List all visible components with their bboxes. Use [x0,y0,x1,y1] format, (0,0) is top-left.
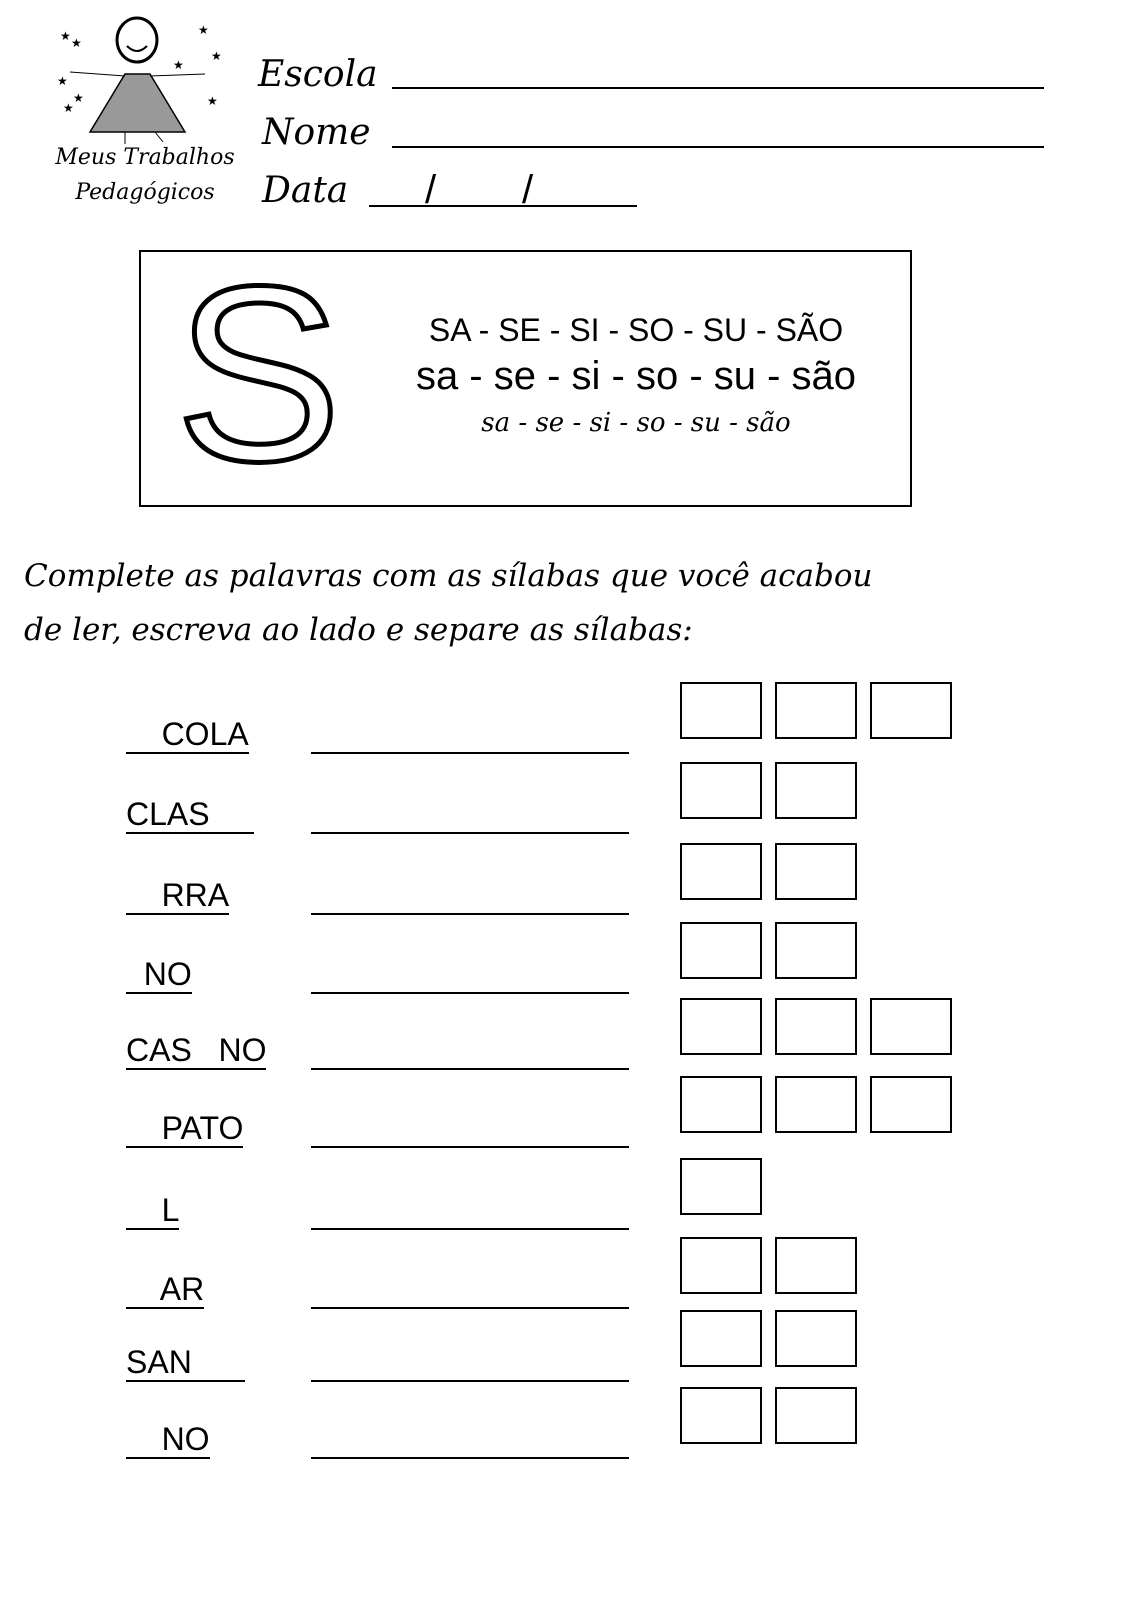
outlined-letter-s [171,234,342,513]
word-to-complete[interactable] [126,1421,210,1459]
syllable-box-input[interactable] [680,762,762,819]
syllable-box-input[interactable] [680,1237,762,1294]
word-text: L [126,1192,180,1228]
instruction-line-1: Complete as palavras com as sílabas que você acabou [24,558,873,594]
answer-line[interactable] [311,1380,629,1382]
word-to-complete[interactable] [126,956,192,994]
syllable-box-input[interactable] [775,1237,857,1294]
svg-text:★: ★ [198,23,209,37]
syllable-box-input[interactable] [870,998,952,1055]
syllable-box-input[interactable] [680,1158,762,1215]
syllable-box-input[interactable] [680,998,762,1055]
word-text: PATO [126,1110,244,1146]
svg-text:★: ★ [60,29,71,43]
word-to-complete[interactable] [126,1032,266,1070]
word-to-complete[interactable] [126,1344,245,1382]
syllable-box-input[interactable] [870,1076,952,1133]
svg-text:S: S [175,234,342,513]
answer-line[interactable] [311,1307,629,1309]
logo-title: Meus Trabalhos [55,145,235,170]
date-label: Data [262,170,349,211]
instruction-line-2: de ler, escreva ao lado e separe as sílabas: [24,612,693,648]
word-to-complete[interactable] [126,1271,204,1309]
svg-text:★: ★ [57,74,68,88]
syllable-box-input[interactable] [680,922,762,979]
svg-text:★: ★ [173,58,184,72]
syllable-box-input[interactable] [775,1387,857,1444]
word-text: SAN [126,1344,246,1380]
syllable-box-input[interactable] [775,682,857,739]
syllables-lowercase: sa - se - si - so - su - são [415,354,857,398]
answer-line[interactable] [311,1146,629,1148]
word-text: AR [126,1271,205,1307]
syllables-uppercase: SA - SE - SI - SO - SU - SÃO [428,312,844,348]
syllables-cursive: sa - se - si - so - su - são [481,408,791,438]
word-text: CAS NO [126,1032,267,1068]
syllable-box-input[interactable] [680,843,762,900]
word-text: NO [126,956,192,992]
svg-text:★: ★ [211,49,222,63]
svg-text:★: ★ [73,91,84,105]
name-label: Nome [262,112,371,153]
date-separator: / [425,168,437,212]
answer-line[interactable] [311,1457,629,1459]
answer-line[interactable] [311,1068,629,1070]
answer-line[interactable] [311,992,629,994]
word-text: NO [126,1421,210,1457]
syllable-box [139,234,912,513]
date-separator: / [522,168,534,212]
svg-text:★: ★ [207,94,218,108]
word-text: RRA [126,877,230,913]
syllable-box-input[interactable] [775,998,857,1055]
syllable-box-input[interactable] [680,1387,762,1444]
syllable-box-input[interactable] [775,1076,857,1133]
syllable-box-input[interactable] [775,762,857,819]
word-to-complete[interactable] [126,716,249,754]
svg-text:★: ★ [63,101,74,115]
logo-girl-illustration [55,12,225,147]
school-field[interactable] [392,87,1044,89]
school-label: Escola [258,54,378,95]
answer-line[interactable] [311,752,629,754]
word-to-complete[interactable] [126,1192,179,1230]
answer-line[interactable] [311,913,629,915]
syllable-box-input[interactable] [870,682,952,739]
syllable-box-input[interactable] [775,843,857,900]
answer-line[interactable] [311,832,629,834]
svg-text:★: ★ [71,36,82,50]
logo-subtitle: Pedagógicos [75,180,215,205]
syllable-box-input[interactable] [775,922,857,979]
name-field[interactable] [392,146,1044,148]
syllable-box-input[interactable] [680,1076,762,1133]
syllable-box-input[interactable] [680,1310,762,1367]
word-to-complete[interactable] [126,796,254,834]
word-to-complete[interactable] [126,877,229,915]
syllable-box-input[interactable] [680,682,762,739]
word-to-complete[interactable] [126,1110,243,1148]
syllable-box-input[interactable] [775,1310,857,1367]
word-text: CLAS [126,796,255,832]
answer-line[interactable] [311,1228,629,1230]
date-field[interactable] [369,205,637,207]
word-text: COLA [126,716,249,752]
